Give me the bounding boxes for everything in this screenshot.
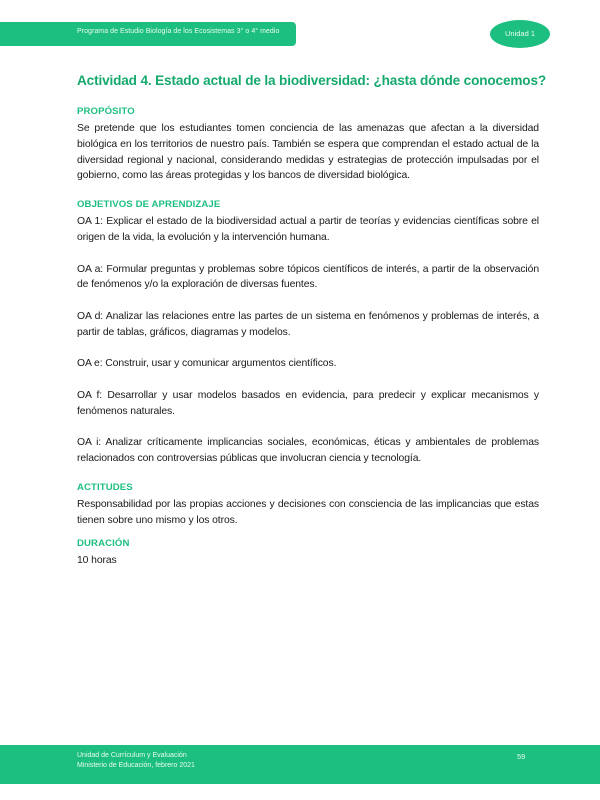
objective-item: OA f: Desarrollar y usar modelos basados en evidencia, para predecir y explicar mecanismos y fenómenos naturales.	[77, 389, 539, 417]
header-bar	[0, 22, 296, 46]
section-heading-objetivos: OBJETIVOS DE APRENDIZAJE	[77, 199, 221, 211]
section-objetivos	[77, 199, 539, 467]
actitudes-text: Responsabilidad por las propias acciones y decisiones con consciencia de las implicancias que estas tienen sobre uno mismo y los otros.	[77, 498, 539, 526]
section-duracion	[77, 538, 539, 569]
section-heading-actitudes: ACTITUDES	[77, 481, 133, 493]
objective-item: OA 1: Explicar el estado de la biodiversidad actual a partir de teorías y evidencias científicas sobre el origen de la vida, la evolución y la intervención humana.	[77, 216, 539, 243]
objective-item: OA i: Analizar críticamente implicancias sociales, económicas, éticas y ambientales de problemas relacionados con controversias públicas que involucran ciencia y tecnología.	[77, 437, 539, 465]
unit-badge: Unidad 1	[490, 20, 550, 48]
activity-title: Actividad 4. Estado actual de la biodiversidad: ¿hasta dónde conocemos?	[77, 73, 547, 88]
section-heading-proposito: PROPÓSITO	[77, 106, 135, 117]
page-number: 59	[517, 752, 526, 761]
footer-bar	[0, 745, 600, 784]
footer-organization: Unidad de Currículum y Evaluación	[77, 752, 187, 759]
main-content	[77, 73, 547, 568]
proposito-text: Se pretende que los estudiantes tomen conciencia de las amenazas que afectan a la diversidad biológica en los territorios de nuestro país. También se espera que comprendan el estado actual de la diversidad regional y nacional, considerando medidas y estrategias de protección impulsadas por el gobierno, como las áreas protegidas y los bancos de diversidad biológica.	[77, 123, 539, 182]
objective-item: OA a: Formular preguntas y problemas sobre tópicos científicos de interés, a partir de la observación de fenómenos y/o la exploración de diversas fuentes.	[77, 263, 539, 291]
duracion-text: 10 horas	[77, 554, 117, 566]
objective-item: OA e: Construir, usar y comunicar argumentos científicos.	[77, 358, 337, 370]
program-title: Programa de Estudio Biología de los Ecosistemas 3° o 4° medio	[77, 28, 280, 35]
footer-ministry-date: Ministerio de Educación, febrero 2021	[77, 762, 195, 769]
section-actitudes	[77, 482, 539, 529]
objective-item: OA d: Analizar las relaciones entre las partes de un sistema en fenómenos y problemas de interés, a partir de tablas, gráficos, diagramas y modelos.	[77, 310, 539, 338]
section-proposito	[77, 106, 539, 184]
section-heading-duracion: DURACIÓN	[77, 537, 130, 549]
